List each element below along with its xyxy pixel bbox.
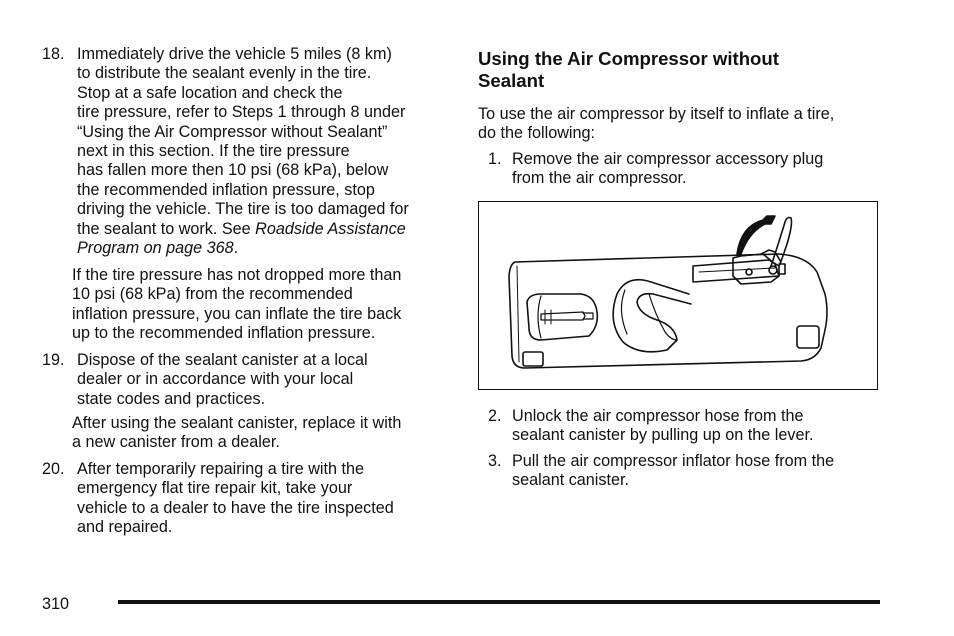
step-line: and repaired. xyxy=(77,518,173,537)
step-line-with-ref xyxy=(77,220,409,239)
step-line: next in this section. If the tire pressure xyxy=(77,142,350,161)
step-number: 19. xyxy=(42,351,65,369)
para-line: After using the sealant canister, replace it with xyxy=(72,414,402,432)
step-18-followup xyxy=(72,266,401,344)
step-line: sealant canister. xyxy=(512,471,629,490)
step-text xyxy=(512,150,823,189)
page-number: 310 xyxy=(42,595,70,613)
intro-line: do the following: xyxy=(478,124,595,143)
section-heading xyxy=(478,48,779,92)
roadside-assistance-link-cont[interactable]: Program on page 368 xyxy=(77,239,234,258)
compressor-illustration xyxy=(478,201,878,390)
step-line: emergency flat tire repair kit, take your xyxy=(77,479,353,498)
step-line: tire pressure, refer to Steps 1 through 8 under xyxy=(77,103,406,122)
para-line: up to the recommended inflation pressure. xyxy=(72,324,376,343)
step-text xyxy=(512,452,834,491)
para-line: a new canister from a dealer. xyxy=(72,433,280,452)
step-line: Immediately drive the vehicle 5 miles (8 km) xyxy=(77,45,392,63)
step-line-with-ref xyxy=(77,239,409,258)
roadside-assistance-link[interactable]: Roadside Assistance xyxy=(255,219,406,238)
step-line: has fallen more then 10 psi (68 kPa), below xyxy=(77,161,389,180)
para-line: inflation pressure, you can inflate the tire back xyxy=(72,304,402,323)
step-line: to distribute the sealant evenly in the tire. xyxy=(77,64,372,83)
step-text xyxy=(77,460,394,538)
step-line: After temporarily repairing a tire with the xyxy=(77,460,364,478)
step-line: Remove the air compressor accessory plug xyxy=(512,150,824,168)
step-number: 1. xyxy=(488,150,502,168)
accessory-plug xyxy=(541,312,585,320)
footer-rule xyxy=(118,600,880,604)
corner-feature xyxy=(797,326,819,348)
step-line: sealant canister by pulling up on the lever. xyxy=(512,426,814,445)
step-number: 3. xyxy=(488,452,502,470)
pull-arrow xyxy=(737,216,775,254)
ref-prefix: the sealant to work. See xyxy=(77,219,256,238)
step-line: dealer or in accordance with your local xyxy=(77,370,354,389)
step-19-followup xyxy=(72,414,401,453)
heading-line: Sealant xyxy=(478,70,545,91)
step-line: Pull the air compressor inflator hose from the xyxy=(512,452,835,470)
step-text xyxy=(512,407,813,446)
para-line: 10 psi (68 kPa) from the recommended xyxy=(72,285,353,304)
step-number: 2. xyxy=(488,407,502,425)
heading-line: Using the Air Compressor without xyxy=(478,48,779,69)
step-line: vehicle to a dealer to have the tire inspected xyxy=(77,498,394,517)
step-line: “Using the Air Compressor without Sealant” xyxy=(77,122,388,141)
ref-end: . xyxy=(233,239,239,258)
step-number: 18. xyxy=(42,45,65,63)
para-line: If the tire pressure has not dropped more than xyxy=(72,266,402,284)
step-line: Stop at a safe location and check the xyxy=(77,83,343,102)
step-text xyxy=(77,351,368,409)
step-line: state codes and practices. xyxy=(77,389,266,408)
compressor-drawing xyxy=(479,202,876,388)
step-number: 20. xyxy=(42,460,65,478)
section-intro xyxy=(478,105,834,144)
step-line: Dispose of the sealant canister at a local xyxy=(77,351,368,369)
intro-line: To use the air compressor by itself to inflate a tire, xyxy=(478,105,835,123)
step-line: from the air compressor. xyxy=(512,169,687,188)
step-text xyxy=(77,45,409,258)
step-line: Unlock the air compressor hose from the xyxy=(512,407,804,425)
step-line: driving the vehicle. The tire is too damaged for xyxy=(77,200,409,219)
step-line: the recommended inflation pressure, stop xyxy=(77,180,375,199)
